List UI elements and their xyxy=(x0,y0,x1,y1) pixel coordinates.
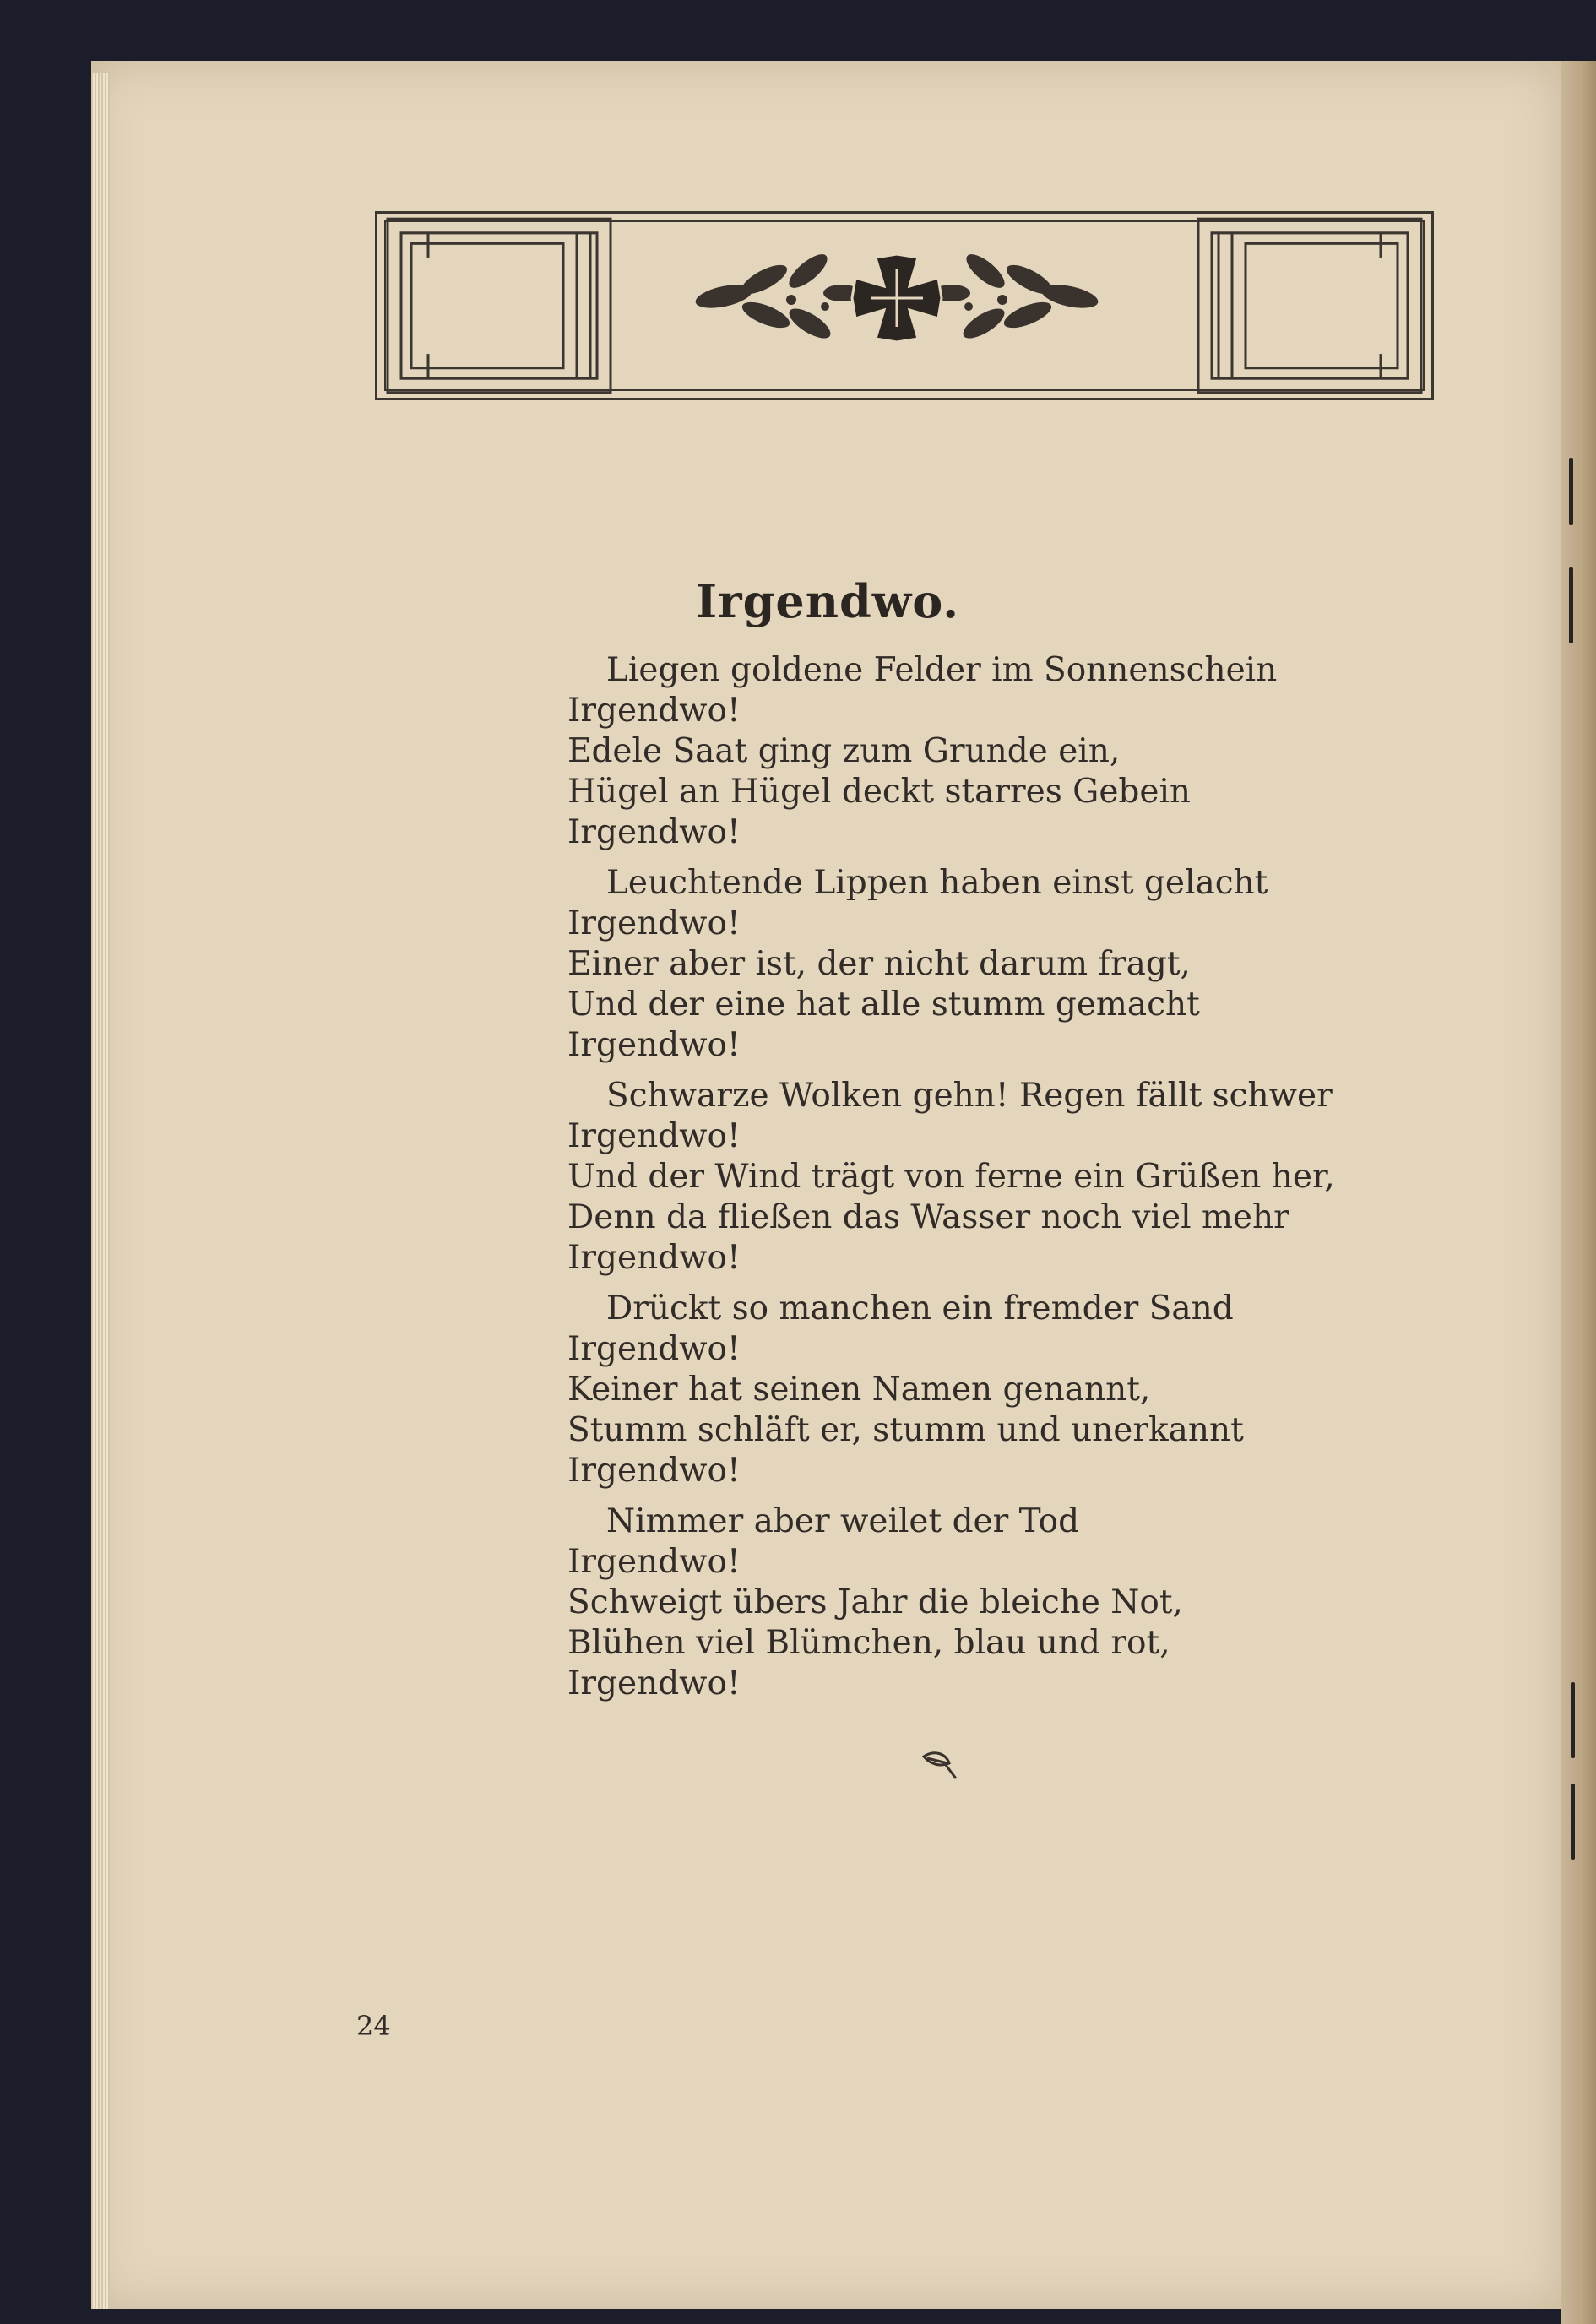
stitch xyxy=(1569,458,1573,525)
book-gutter xyxy=(1561,61,1596,2324)
poem-line: Und der Wind trägt von ferne ein Grüßen her, xyxy=(567,1158,1335,1196)
poem-line: Irgendwo! xyxy=(567,1543,741,1581)
poem-line: Edele Saat ging zum Grunde ein, xyxy=(567,732,1121,770)
poem-line: Nimmer aber weilet der Tod xyxy=(606,1502,1080,1540)
stitch xyxy=(1571,1784,1575,1860)
poem-line: Hügel an Hügel deckt starres Gebein xyxy=(567,773,1192,811)
leaf-vignette-icon xyxy=(920,1748,959,1782)
poem-line: Irgendwo! xyxy=(567,1452,741,1490)
poem-line: Einer aber ist, der nicht darum fragt, xyxy=(567,945,1191,983)
poem-line: Irgendwo! xyxy=(567,1664,741,1702)
poem-line: Keiner hat seinen Namen genannt, xyxy=(567,1371,1151,1409)
stanza xyxy=(567,1076,1335,1279)
poem-line: Stumm schläft er, stumm und unerkannt xyxy=(567,1411,1244,1449)
poem-line: Und der eine hat alle stumm gemacht xyxy=(567,986,1200,1024)
poem-line: Irgendwo! xyxy=(567,1239,741,1277)
header-ornament-band xyxy=(375,211,1434,400)
poem-line: Irgendwo! xyxy=(567,1330,741,1368)
stanza xyxy=(567,650,1327,853)
poem-line: Leuchtende Lippen haben einst gelacht xyxy=(606,864,1268,902)
poem-line: Irgendwo! xyxy=(567,904,741,942)
poem-title: Irgendwo. xyxy=(695,574,960,628)
page-edge xyxy=(91,73,110,2309)
poem-line: Irgendwo! xyxy=(567,1117,741,1155)
poem-line: Denn da fließen das Wasser noch viel mehr xyxy=(567,1198,1289,1236)
stanza xyxy=(567,1501,1327,1704)
stanza xyxy=(567,863,1327,1066)
page-number: 24 xyxy=(356,2010,391,2042)
poem-line: Blühen viel Blümchen, blau und rot, xyxy=(567,1624,1170,1662)
geometric-frame-icon xyxy=(383,214,616,398)
poem-line: Irgendwo! xyxy=(567,692,741,730)
poem-line: Irgendwo! xyxy=(567,813,741,851)
poem-line: Drückt so manchen ein fremder Sand xyxy=(606,1290,1234,1328)
poem-line: Irgendwo! xyxy=(567,1026,741,1064)
poem-line: Schwarze Wolken gehn! Regen fällt schwer xyxy=(606,1077,1333,1115)
stitch xyxy=(1571,1682,1575,1758)
poem-line: Schweigt übers Jahr die bleiche Not, xyxy=(567,1583,1183,1621)
poem-line: Liegen goldene Felder im Sonnenschein xyxy=(606,651,1278,689)
poem-body xyxy=(567,650,1335,1714)
stanza xyxy=(567,1289,1327,1491)
geometric-frame-icon xyxy=(1193,214,1426,398)
iron-cross-with-oak-leaves-icon xyxy=(665,219,1129,371)
